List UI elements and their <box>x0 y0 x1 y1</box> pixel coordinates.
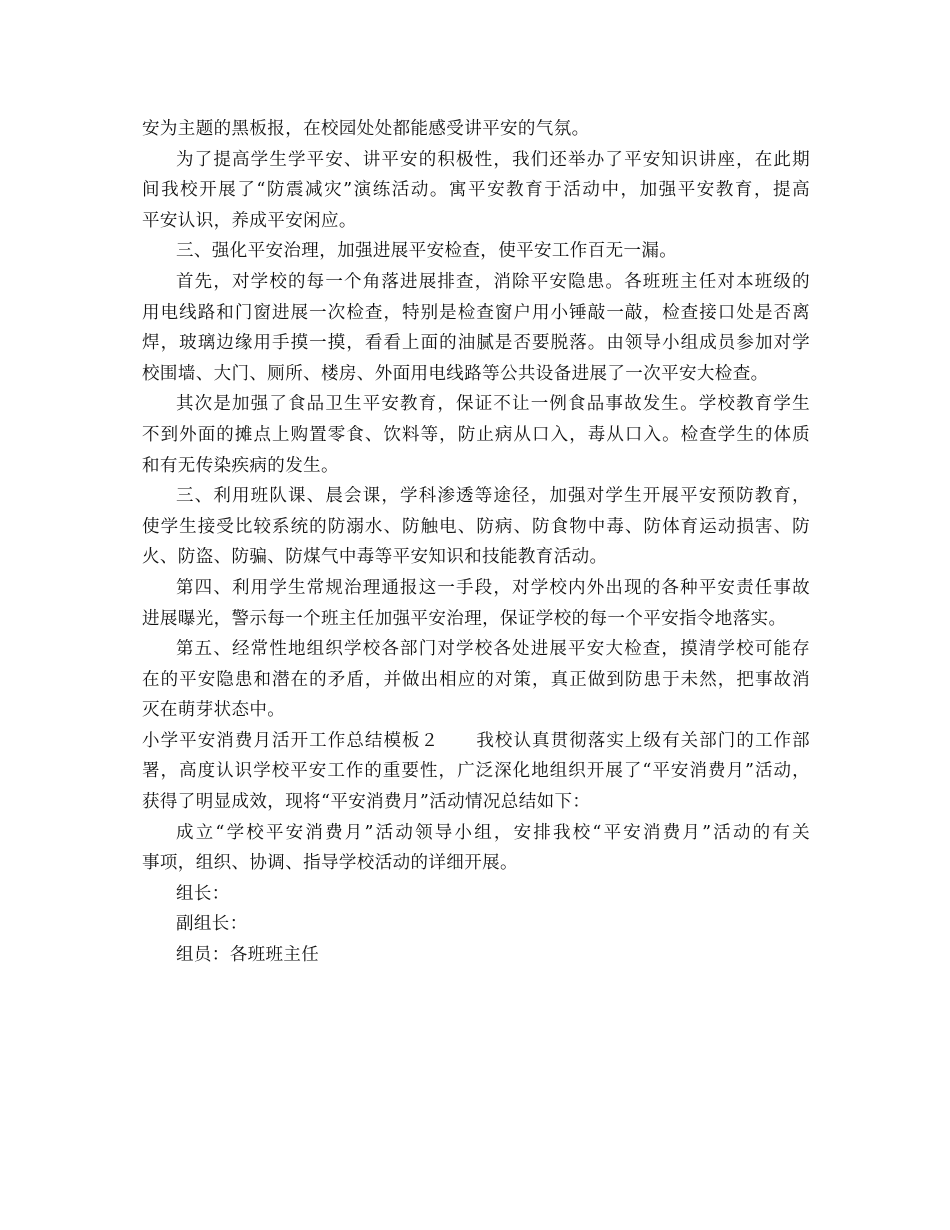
text-line: 其次是加强了食品卫生平安教育，保证不让一例食品事故发生。学校教育学生 <box>176 394 810 415</box>
text-line: 获得了明显成效，现将“平安消费月”活动情况总结如下： <box>142 792 591 813</box>
text-line: 焊，玻璃边缘用手摸一摸，看看上面的油腻是否要脱落。由领导小组成员参加对学 <box>142 333 810 354</box>
text-line: 小学平安消费月活开工作总结模板２ 我校认真贯彻落实上级有关部门的工作部 <box>142 730 810 751</box>
text-line: 第四、利用学生常规治理通报这一手段，对学校内外出现的各种平安责任事故 <box>176 577 810 598</box>
text-line: 校围墙、大门、厕所、楼房、外面用电线路等公共设备进展了一次平安大检查。 <box>142 363 769 384</box>
text-line: 为了提高学生学平安、讲平安的积极性，我们还举办了平安知识讲座，在此期 <box>176 149 810 170</box>
text-line: 用电线路和门窗进展一次检查，特别是检查窗户用小锤敲一敲，检查接口处是否离 <box>142 302 810 323</box>
text-line: 三、利用班队课、晨会课，学科渗透等途径，加强对学生开展平安预防教育， <box>176 486 810 507</box>
text-line: 不到外面的摊点上购置零食、饮料等，防止病从口入，毒从口入。检查学生的体质 <box>142 424 810 445</box>
text-line: 安为主题的黑板报，在校园处处都能感受讲平安的气氛。 <box>142 119 590 139</box>
text-line: 进展曝光，警示每一个班主任加强平安治理，保证学校的每一个平安指令地落实。 <box>142 608 787 629</box>
text-line: 署，高度认识学校平安工作的重要性，广泛深化地组织开展了“平安消费月”活动， <box>142 761 810 782</box>
text-line: 事项，组织、协调、指导学校活动的详细开展。 <box>142 853 518 874</box>
document-page <box>142 114 810 971</box>
text-line: 组长： <box>176 883 230 904</box>
text-line: 平安认识，养成平安闲应。 <box>142 210 357 231</box>
text-line: 第五、经常性地组织学校各部门对学校各处进展平安大检查，摸清学校可能存 <box>176 639 810 660</box>
text-line: 灭在萌芽状态中。 <box>142 700 286 721</box>
text-line: 成立“学校平安消费月”活动领导小组，安排我校“平安消费月”活动的有关 <box>176 822 810 843</box>
text-line: 三、强化平安治理，加强进展平安检查，使平安工作百无一漏。 <box>176 241 678 262</box>
text-line: 副组长： <box>176 914 248 935</box>
text-line: 火、防盗、防骗、防煤气中毒等平安知识和技能教育活动。 <box>142 547 608 568</box>
text-line: 间我校开展了“防震减灾”演练活动。寓平安教育于活动中，加强平安教育，提高 <box>142 180 810 201</box>
text-line: 组员：各班班主任 <box>176 945 320 966</box>
text-line: 使学生接受比较系统的防溺水、防触电、防病、防食物中毒、防体育运动损害、防 <box>142 516 810 537</box>
text-line: 首先，对学校的每一个角落进展排查，消除平安隐患。各班班主任对本班级的 <box>176 271 810 292</box>
text-line: 和有无传染疾病的发生。 <box>142 455 339 476</box>
text-line: 在的平安隐患和潜在的矛盾，并做出相应的对策，真正做到防患于未然，把事故消 <box>142 669 810 690</box>
